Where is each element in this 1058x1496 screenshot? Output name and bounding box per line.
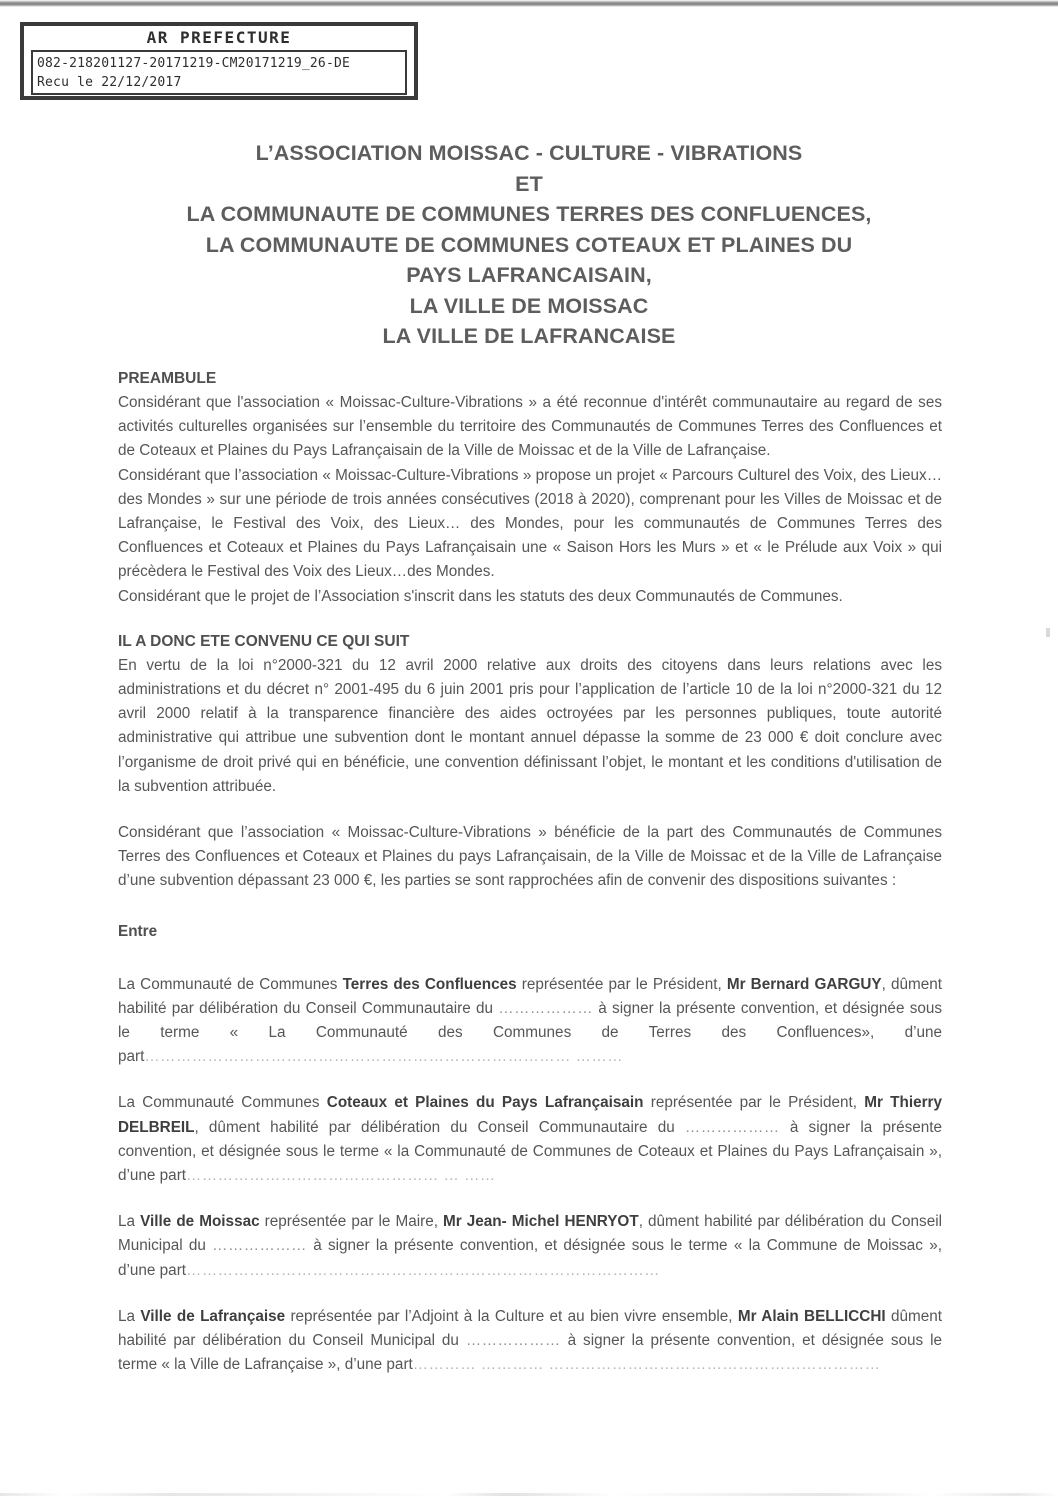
- party-2-paragraph: [118, 1091, 942, 1188]
- scan-top-edge: [0, 0, 1058, 7]
- party-3-paragraph: [118, 1210, 942, 1283]
- party-4-representative: Mr Alain BELLICCHI: [737, 1307, 886, 1325]
- party-2-entity: Coteaux et Plaines du Pays Lafrançaisain: [326, 1094, 644, 1112]
- party-4-trailing-dots: ………… ………… ………………………………………………………: [412, 1356, 881, 1374]
- party-3-entity: Ville de Moissac: [140, 1213, 260, 1231]
- party-2-text-3: , dûment habilité par délibération du Conseil Communautaire du: [194, 1118, 685, 1136]
- party-1-trailing-dots: ……………………………………………………………………… ………: [144, 1048, 624, 1066]
- party-1-paragraph: [118, 973, 942, 1070]
- party-4-blank-date: ………………: [465, 1332, 561, 1350]
- document-title-block: [70, 138, 988, 352]
- party-1-text-4: à signer la présente convention, et désignée sous le terme « La Communauté des Communes de Terres des Confluences», d’une part: [118, 999, 943, 1066]
- title-line-6: LA VILLE DE MOISSAC: [409, 293, 649, 318]
- stamp-reference-number: 082-218201127-20171219-CM20171219_26-DE: [37, 56, 351, 71]
- party-4-paragraph: [118, 1305, 942, 1378]
- spacer: [118, 1188, 942, 1210]
- party-3-text-3: , dûment habilité par délibération du Conseil Municipal du: [118, 1213, 943, 1255]
- party-2-text-2: représentée par le Président,: [643, 1094, 865, 1112]
- party-4-entity: Ville de Lafrançaise: [140, 1307, 286, 1325]
- spacer: [118, 943, 942, 973]
- title-line-1: L’ASSOCIATION MOISSAC - CULTURE - VIBRATIONS: [255, 141, 803, 165]
- party-1-entity: Terres des Confluences: [342, 975, 517, 993]
- party-4-text-3: dûment habilité par délibération du Conseil Municipal du: [118, 1307, 942, 1350]
- preambule-paragraph-3: Considérant que le projet de l’Association s'inscrit dans les statuts des deux Communautés de Communes.: [118, 587, 843, 605]
- party-2-text-1: La Communauté Communes: [118, 1094, 327, 1112]
- party-1-blank-date: ………………: [498, 999, 594, 1017]
- preambule-paragraph-1: Considérant que l'association « Moissac-Culture-Vibrations » a été reconnue d'intérêt communautaire au regard de ses activités culturelles organisées sur l’ensemble du territoire des Communautés de Communes Terres des Confluences et de Coteaux et Plaines du Pays Lafrançaisain de la Ville de Moissac et de la Ville de Lafrançaise.: [118, 394, 942, 460]
- stamp-reference-box: [31, 50, 407, 95]
- spacer: [118, 609, 942, 631]
- party-2-representative: Mr Thierry DELBREIL: [118, 1094, 942, 1136]
- party-3-blank-date: ………………: [212, 1237, 307, 1255]
- stamp-received-date: Recu le 22/12/2017: [37, 75, 182, 90]
- ar-prefecture-stamp: [20, 22, 418, 100]
- spacer: [118, 1069, 942, 1091]
- party-2-text-4: à signer la présente convention, et désignée sous le terme « la Communauté de Communes de Coteaux et Plaines du Pays Lafrançaisain », d’une part: [118, 1118, 942, 1185]
- party-4-text-2: représentée par l’Adjoint à la Culture et au bien vivre ensemble,: [285, 1307, 738, 1325]
- convenu-paragraph-1: En vertu de la loi n°2000-321 du 12 avril 2000 relative aux droits des citoyens dans leurs relations avec les administrations et du décret n° 2001-495 du 6 juin 2001 pris pour l’application de l’article 10 de la loi n°2000-321 du 12 avril 2000 relatif à la transparence financière des aides octroyées par les personnes publiques, toute autorité administrative qui attribue une subvention dont le montant annuel dépasse la somme de 23 000 € doit conclure avec l’organisme de droit privé qui en bénéficie, une convention définissant l’objet, le montant et les conditions d'utilisation de la subvention attribuée.: [118, 656, 942, 795]
- party-1-representative: Mr Bernard GARGUY: [726, 975, 882, 993]
- preambule-paragraph-2: Considérant que l’association « Moissac-Culture-Vibrations » propose un projet « Parcours Culturel des Voix, des Lieux…des Mondes » sur une période de trois années consécutives (2018 à 2020), comprenant pour les Villes de Moissac et de Lafrançaise, le Festival des Voix, des Lieux… des Mondes, pour les communautés de Communes Terres des Confluences et Coteaux et Plaines du Pays Lafrançaisain une « Saison Hors les Murs » et « le Prélude aux Voix » qui précèdera le Festival des Voix des Lieux…des Mondes.: [118, 466, 942, 581]
- title-line-5: PAYS LAFRANCAISAIN,: [406, 263, 652, 287]
- title-line-7: LA VILLE DE LAFRANCAISE: [382, 324, 676, 348]
- party-4-text-1: La: [118, 1307, 141, 1325]
- party-4-text-4: à signer la présente convention, et désignée sous le terme « la Ville de Lafrançaise », d’une part: [118, 1332, 942, 1374]
- title-line-3: LA COMMUNAUTE DE COMMUNES TERRES DES CONFLUENCES,: [186, 202, 872, 226]
- party-1-text-3: , dûment habilité par délibération du Conseil Communautaire du: [118, 975, 943, 1017]
- scan-artifact: [1046, 628, 1050, 637]
- spacer: [118, 894, 942, 921]
- party-1-text-1: La Communauté de Communes: [118, 975, 343, 993]
- party-2-trailing-dots: ………………………………………… … ……: [186, 1167, 496, 1185]
- stamp-title: AR PREFECTURE: [146, 28, 292, 47]
- party-2-blank-date: ………………: [684, 1118, 780, 1136]
- party-1-text-2: représentée par le Président,: [516, 975, 727, 993]
- parties-label: Entre: [118, 922, 158, 940]
- title-line-2: ET: [515, 171, 543, 196]
- party-3-text-2: représentée par le Maire,: [259, 1213, 444, 1231]
- convenu-heading: IL A DONC ETE CONVENU CE QUI SUIT: [118, 632, 410, 650]
- preambule-heading: PREAMBULE: [118, 370, 217, 387]
- spacer: [118, 1283, 942, 1305]
- party-3-text-4: à signer la présente convention, et désignée sous le terme « la Commune de Moissac », d’une part: [118, 1237, 942, 1279]
- title-line-4: LA COMMUNAUTE DE COMMUNES COTEAUX ET PLAINES DU: [205, 232, 853, 257]
- party-3-representative: Mr Jean- Michel HENRYOT: [443, 1213, 639, 1231]
- party-3-text-1: La: [118, 1213, 141, 1231]
- spacer: [118, 799, 942, 821]
- document-body: [118, 368, 942, 1378]
- party-3-trailing-dots: ………………………………………………………………………………: [186, 1261, 660, 1279]
- convenu-paragraph-2: Considérant que l’association « Moissac-Culture-Vibrations » bénéficie de la part des Communautés de Communes Terres des Confluences et Coteaux et Plaines du pays Lafrançaisain, de la Ville de Moissac et de la Ville de Lafrançaise d’une subvention dépassant 23 000 €, les parties se sont rapprochées afin de convenir des dispositions suivantes :: [118, 824, 942, 890]
